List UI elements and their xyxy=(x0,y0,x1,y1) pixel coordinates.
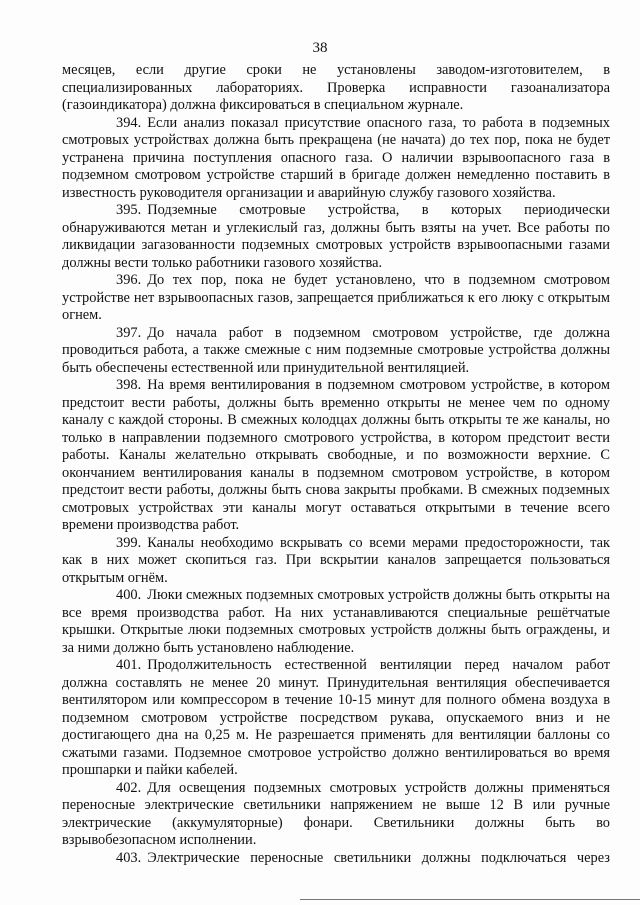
paragraph-text: Подземные смотровые устройства, в которых периодически обнаруживаются метан и углекислый газ, должны быть взяты на учет. Все работы по ликвидации загазованности подземных смотровых устройств взрывоопасными газами должны вести только работники газового хозяйства. xyxy=(62,202,610,271)
paragraph-number: 396. xyxy=(116,272,142,288)
paragraph-text: До начала работ в подземном смотровом устройстве, где должна проводиться работа, а также смежные с ним подземные смотровые устройства должны быть обеспечены естественной или принудительной вентиляцией. xyxy=(62,324,610,376)
bottom-edge-divider xyxy=(300,899,640,900)
paragraph-number: 399. xyxy=(116,534,142,551)
paragraph-continuation xyxy=(62,62,610,115)
paragraph-402 xyxy=(62,780,610,850)
paragraph-number: 402. xyxy=(116,779,142,796)
paragraph-401 xyxy=(62,657,610,780)
paragraph-text: Каналы необходимо вскрывать со всеми мерами предосторожности, так как в них может скопиться газ. При вскрытии каналов запрещается пользоваться открытым огнём. xyxy=(62,534,610,586)
paragraph-403 xyxy=(62,850,610,868)
paragraph-number: 401. xyxy=(116,657,142,673)
paragraph-400 xyxy=(62,587,610,657)
paragraph-394 xyxy=(62,115,610,203)
paragraph-number: 398. xyxy=(116,377,142,393)
paragraph-text: Продолжительность естественной вентиляции перед началом работ должна составлять не менее 20 минут. Принудительная вентиляция обеспечивается вентилятором или компрессором в течение 10-15 минут для полного обмена воздуха в подземном смотровом устройстве посредством рукава, опускаемого вниз и не достигающего дна на 0,25 м. Не разрешается применять для вентиляции баллоны со сжатыми газами. Подземное смотровое устройство должно вентилироваться во время прошпарки и пайки кабелей. xyxy=(62,657,610,778)
paragraph-number: 394. xyxy=(116,114,142,131)
page-number: 38 xyxy=(312,40,328,56)
paragraph-397 xyxy=(62,325,610,378)
paragraph-395 xyxy=(62,202,610,272)
paragraph-text: На время вентилирования в подземном смотровом устройстве, в котором предстоит вести работы, должны быть временно открыты не менее чем по одному каналу с каждой стороны. В смежных колодцах должны быть открыты те же каналы, но только в направлении подземного смотрового устройства, в котором предстоит вести работы. Каналы желательно открывать свободные, и по возможности верхние. С окончанием вентилирования каналы в подземном смотровом устройстве, в котором предстоит вести работы, должны быть снова закрыты пробками. В смежных подземных смотровых устройствах эти каналы могут оставаться открытыми в течение всего времени производства работ. xyxy=(62,377,610,533)
paragraph-text: Электрические переносные светильники должны подключаться через xyxy=(147,849,610,866)
body-text xyxy=(62,62,610,867)
paragraph-396 xyxy=(62,272,610,325)
paragraph-text: До тех пор, пока не будет установлено, что в подземном смотровом устройстве нет взрывоопасных газов, запрещается приближаться к его люку с открытым огнем. xyxy=(62,272,610,323)
paragraph-text: месяцев, если другие сроки не установлены заводом-изготовителем, в специализированных лабораториях. Проверка исправности газоанализатора (газоиндикатора) должна фиксироваться в специальном журнале. xyxy=(62,62,610,113)
paragraph-text: Люки смежных подземных смотровых устройств должны быть открыты на все время производства работ. На них устанавливаются специальные решётчатые крышки. Открытые люки подземных смотровых устройств должны быть ограждены, и за ними должно быть установлено наблюдение. xyxy=(62,587,610,656)
paragraph-text: Для освещения подземных смотровых устройств должны применяться переносные электрические светильники напряжением не выше 12 В или ручные электрические (аккумуляторные) фонари. Светильники должны быть во взрывобезопасном исполнении. xyxy=(62,779,610,848)
paragraph-398 xyxy=(62,377,610,535)
paragraph-number: 400. xyxy=(116,587,142,603)
paragraph-number: 395. xyxy=(116,202,142,218)
paragraph-number: 403. xyxy=(116,849,142,866)
paragraph-text: Если анализ показал присутствие опасного газа, то работа в подземных смотровых устройствах должна быть прекращена (не начата) до тех пор, пока не будет устранена причина поступления опасного газа. О наличии взрывоопасного газа в подземном смотровом устройстве старший в бригаде должен немедленно поставить в известность руководителя организации и аварийную службу газового хозяйства. xyxy=(62,114,610,201)
paragraph-number: 397. xyxy=(116,324,142,341)
paragraph-399 xyxy=(62,535,610,588)
